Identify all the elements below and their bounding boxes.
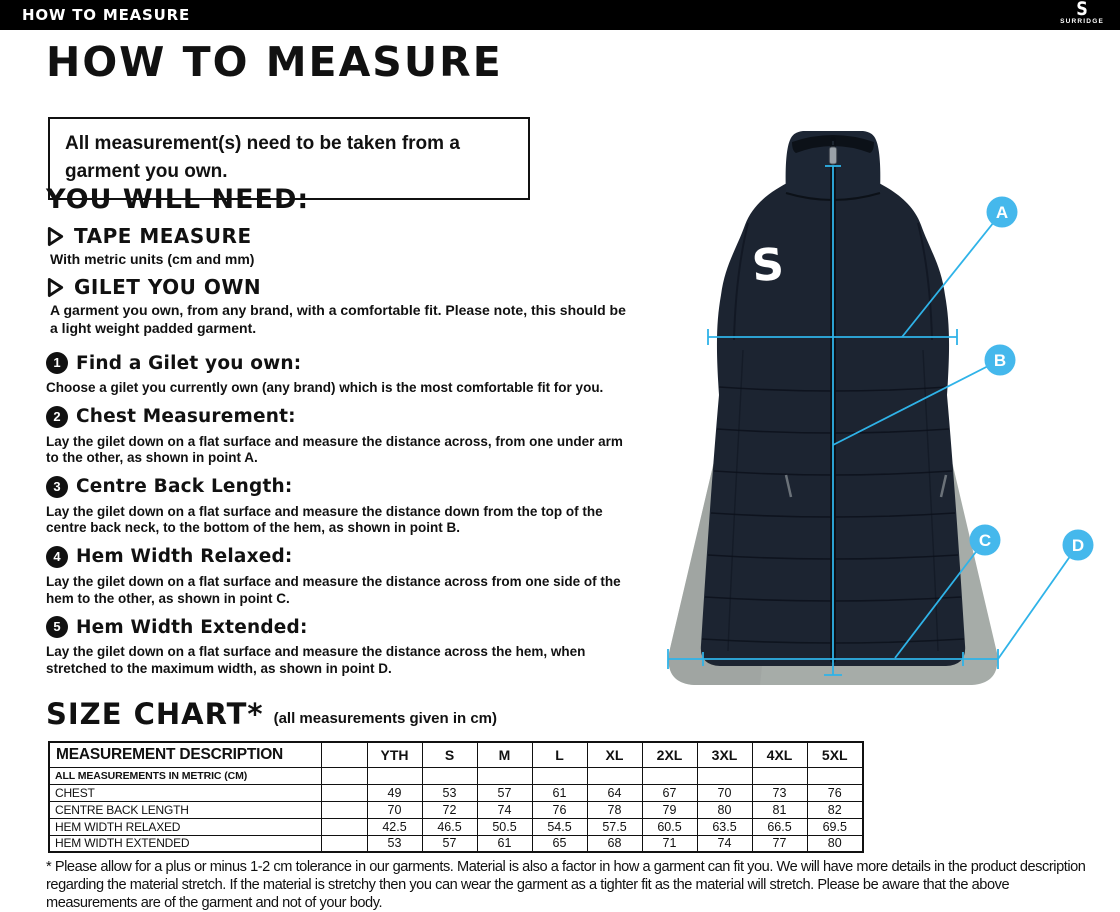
col-header-size: M: [477, 742, 532, 767]
row-value: 82: [807, 801, 863, 818]
empty-cell: [807, 767, 863, 784]
callout-b-label: B: [993, 351, 1007, 370]
row-value: 49: [367, 784, 422, 801]
metric-note-row: [49, 767, 863, 784]
step-title-row: [46, 616, 634, 638]
need-item-desc: With metric units (cm and mm): [50, 251, 255, 267]
size-chart-table: [48, 741, 864, 853]
row-value: 74: [697, 835, 752, 852]
step-1: [46, 352, 634, 397]
col-header-size: YTH: [367, 742, 422, 767]
need-item-0: [46, 224, 626, 268]
row-value: 46.5: [422, 818, 477, 835]
size-chart-heading: [46, 697, 497, 731]
row-value: 72: [422, 801, 477, 818]
step-description: Choose a gilet you currently own (any brand) which is the most comfortable fit for you.: [46, 380, 604, 395]
step-5: [46, 616, 634, 677]
page-title: HOW TO MEASURE: [46, 38, 503, 86]
row-value: 65: [532, 835, 587, 852]
row-value: 68: [587, 835, 642, 852]
table-row: [49, 801, 863, 818]
empty-cell: [642, 767, 697, 784]
step-number-badge: 1: [46, 352, 68, 374]
callout-d-label: D: [1071, 536, 1085, 555]
note-box: All measurement(s) need to be taken from a garment you own.: [48, 117, 530, 200]
row-value: 61: [477, 835, 532, 852]
row-label: HEM WIDTH RELAXED: [49, 818, 321, 835]
row-value: 53: [422, 784, 477, 801]
need-item-title-row: [46, 224, 626, 248]
row-value: 63.5: [697, 818, 752, 835]
need-item-title-row: [46, 275, 626, 299]
triangle-bullet-icon: [46, 277, 65, 298]
col-header-size: 2XL: [642, 742, 697, 767]
step-title: Centre Back Length:: [76, 476, 293, 498]
row-value: 60.5: [642, 818, 697, 835]
row-gap-cell: [321, 801, 367, 818]
col-header-description: MEASUREMENT DESCRIPTION: [49, 742, 321, 767]
table-row: [49, 818, 863, 835]
col-header-gap: [321, 742, 367, 767]
row-label: HEM WIDTH EXTENDED: [49, 835, 321, 852]
step-title: Hem Width Relaxed:: [76, 546, 293, 568]
empty-cell: [477, 767, 532, 784]
row-value: 81: [752, 801, 807, 818]
you-will-need-heading: YOU WILL NEED:: [46, 184, 310, 215]
step-title-row: [46, 352, 634, 374]
garment-logo: S: [750, 238, 786, 293]
empty-cell: [532, 767, 587, 784]
empty-cell: [321, 767, 367, 784]
metric-note-cell: ALL MEASUREMENTS IN METRIC (CM): [49, 767, 321, 784]
row-value: 67: [642, 784, 697, 801]
col-header-size: 5XL: [807, 742, 863, 767]
zip-pull: [829, 147, 836, 164]
row-value: 50.5: [477, 818, 532, 835]
row-value: 73: [752, 784, 807, 801]
step-title-row: [46, 406, 634, 428]
row-value: 57.5: [587, 818, 642, 835]
step-description: Lay the gilet down on a flat surface and measure the distance across the hem, when stretched to the maximum width, as shown in point D.: [46, 644, 586, 676]
step-number-badge: 5: [46, 616, 68, 638]
empty-cell: [587, 767, 642, 784]
step-title: Hem Width Extended:: [76, 616, 308, 638]
brand-name: SURRIDGE: [1060, 18, 1104, 25]
you-will-need-list: [46, 224, 626, 345]
row-value: 80: [697, 801, 752, 818]
need-item-desc: A garment you own, from any brand, with a comfortable fit. Please note, this should be a light weight padded garment.: [50, 302, 626, 337]
step-description: Lay the gilet down on a flat surface and measure the distance down from the top of the centre back neck, to the bottom of the hem, as shown in point B.: [46, 503, 603, 536]
empty-cell: [697, 767, 752, 784]
callout-badges: [970, 197, 1094, 561]
row-value: 69.5: [807, 818, 863, 835]
steps-list: [46, 352, 634, 686]
step-number-badge: 3: [46, 476, 68, 498]
row-value: 57: [477, 784, 532, 801]
need-item-title: TAPE MEASURE: [74, 224, 252, 248]
row-value: 77: [752, 835, 807, 852]
row-gap-cell: [321, 784, 367, 801]
row-value: 54.5: [532, 818, 587, 835]
step-2: [46, 406, 634, 467]
row-value: 76: [807, 784, 863, 801]
col-header-size: L: [532, 742, 587, 767]
need-item-title: GILET YOU OWN: [74, 275, 262, 300]
step-title-row: [46, 546, 634, 568]
empty-cell: [752, 767, 807, 784]
row-gap-cell: [321, 835, 367, 852]
step-4: [46, 546, 634, 607]
top-bar: [0, 0, 1120, 30]
triangle-bullet-icon: [46, 226, 65, 247]
row-value: 70: [367, 801, 422, 818]
step-number-badge: 2: [46, 406, 68, 428]
table-row: [49, 835, 863, 852]
step-title: Chest Measurement:: [76, 406, 296, 428]
step-number-badge: 4: [46, 546, 68, 568]
row-gap-cell: [321, 818, 367, 835]
row-value: 74: [477, 801, 532, 818]
row-value: 57: [422, 835, 477, 852]
brand-logo: [1060, 1, 1104, 26]
empty-cell: [422, 767, 477, 784]
row-label: CHEST: [49, 784, 321, 801]
step-3: [46, 476, 634, 537]
row-value: 42.5: [367, 818, 422, 835]
size-chart-title: SIZE CHART*: [46, 697, 264, 731]
row-value: 79: [642, 801, 697, 818]
row-value: 64: [587, 784, 642, 801]
row-value: 71: [642, 835, 697, 852]
row-value: 61: [532, 784, 587, 801]
col-header-size: 3XL: [697, 742, 752, 767]
step-description: Lay the gilet down on a flat surface and measure the distance across from one side of the hem to the other, as shown in point C.: [46, 573, 621, 606]
size-chart-subtitle: (all measurements given in cm): [273, 710, 498, 727]
step-title: Find a Gilet you own:: [76, 352, 302, 374]
col-header-size: S: [422, 742, 477, 767]
table-header-row: [49, 742, 863, 767]
row-value: 70: [697, 784, 752, 801]
need-item-1: [46, 275, 626, 337]
col-header-size: 4XL: [752, 742, 807, 767]
row-value: 66.5: [752, 818, 807, 835]
empty-cell: [367, 767, 422, 784]
row-value: 80: [807, 835, 863, 852]
gilet-diagram: [640, 95, 1120, 740]
table-row: [49, 784, 863, 801]
row-value: 78: [587, 801, 642, 818]
topbar-title: HOW TO MEASURE: [22, 6, 191, 24]
row-value: 76: [532, 801, 587, 818]
row-label: CENTRE BACK LENGTH: [49, 801, 321, 818]
step-description: Lay the gilet down on a flat surface and measure the distance across, from one under arm to the other, as shown in point A.: [46, 433, 623, 466]
footnote: * Please allow for a plus or minus 1-2 cm tolerance in our garments. Material is also a factor in how a garment can fit you. We will have more details in the product description regarding the material stretch. If the material is stretchy then you can wear the garment as a tighter fit as the material will stretch. Please be aware that the above measurements are of the garment and not of your body.: [46, 859, 1086, 912]
callout-a-label: A: [995, 203, 1009, 222]
brand-s-icon: S: [1076, 0, 1088, 20]
step-title-row: [46, 476, 634, 498]
col-header-size: XL: [587, 742, 642, 767]
callout-c-label: C: [978, 531, 992, 550]
row-value: 53: [367, 835, 422, 852]
